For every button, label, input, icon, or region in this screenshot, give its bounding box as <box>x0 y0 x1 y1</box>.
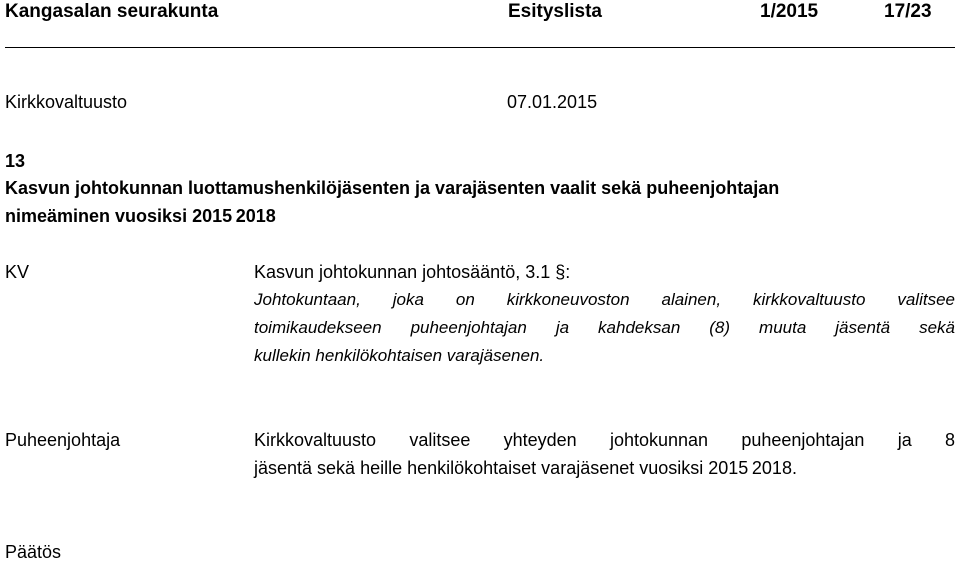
document-type: Esityslista <box>508 1 602 22</box>
page-number: 17/23 <box>884 1 932 22</box>
kv-quote-line1: Johtokuntaan, joka on kirkkoneuvoston alainen, kirkkovaltuusto valitsee <box>254 290 955 309</box>
kv-quote-line2: toimikaudekseen puheenjohtajan ja kahdeksan (8) muuta jäsentä sekä <box>254 318 955 337</box>
meeting-date: 07.01.2015 <box>507 92 598 112</box>
section-title-line2: nimeäminen vuosiksi 2015 2018 <box>5 206 276 226</box>
header-divider <box>5 47 955 48</box>
kv-quote-line3: kullekin henkilökohtaisen varajäsenen. <box>254 346 545 365</box>
organization-name: Kangasalan seurakunta <box>5 1 219 22</box>
kv-label: KV <box>5 262 30 282</box>
chair-label: Puheenjohtaja <box>5 430 121 450</box>
decision-label: Päätös <box>5 542 62 562</box>
section-title-line1: Kasvun johtokunnan luottamushenkilöjäsenten ja varajäsenten vaalit sekä puheenjohtajan <box>5 178 780 198</box>
section-number: 13 <box>5 151 26 171</box>
kv-reference: Kasvun johtokunnan johtosääntö, 3.1 §: <box>254 262 571 282</box>
meeting-body: Kirkkovaltuusto <box>5 92 128 112</box>
chair-text-line2: jäsentä sekä heille henkilökohtaiset varajäsenet vuosiksi 2015 2018. <box>254 458 797 478</box>
chair-text-line1: Kirkkovaltuusto valitsee yhteyden johtokunnan puheenjohtajan ja 8 <box>254 430 955 450</box>
issue-number: 1/2015 <box>760 1 819 22</box>
